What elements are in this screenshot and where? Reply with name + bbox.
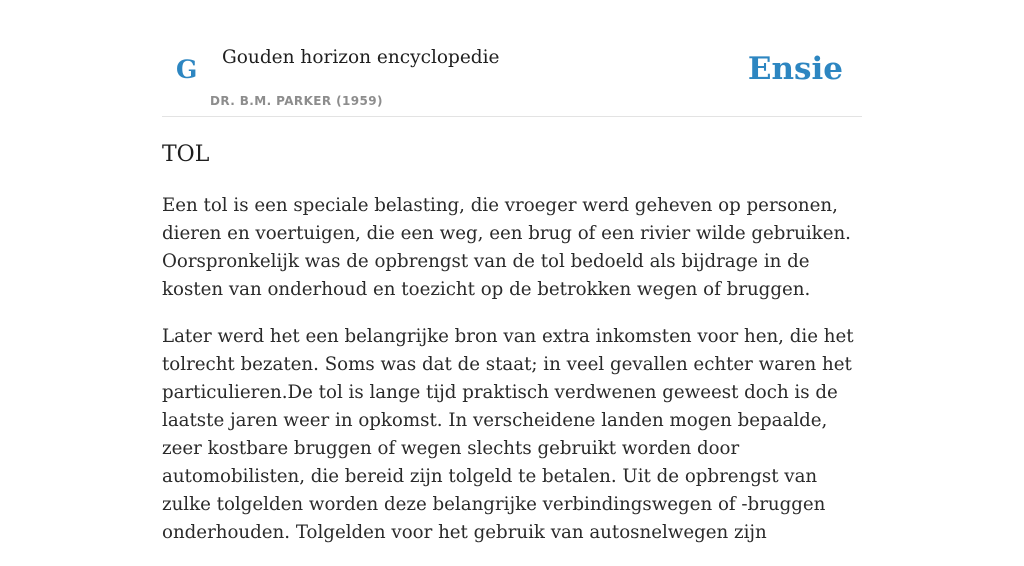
book-title: Gouden horizon encyclopedie bbox=[222, 47, 500, 68]
source-header bbox=[162, 0, 862, 117]
entry-body bbox=[162, 192, 862, 566]
book-author: DR. B.M. PARKER (1959) bbox=[210, 94, 383, 108]
source-logo-icon: G bbox=[176, 55, 198, 84]
entry-paragraph: Later werd het een belangrijke bron van extra inkomsten voor hen, die het tolrecht bezaten. Soms was dat de staat; in veel gevallen echter waren het particulieren.De tol is lange tijd praktisch verdwenen geweest doch is de laatste jaren weer in opkomst. In verscheidene landen mogen bepaalde, zeer kostbare bruggen of wegen slechts gebruikt worden door automobilisten, die bereid zijn tolgeld te betalen. Uit de opbrengst van zulke tolgelden worden deze belangrijke verbindingswegen of -bruggen onderhouden. Tolgelden voor het gebruik van autosnelwegen zijn bbox=[162, 326, 854, 543]
entry-title: TOL bbox=[162, 142, 210, 167]
entry-paragraph: Een tol is een speciale belasting, die vroeger werd geheven op personen, dieren en voertuigen, die een weg, een brug of een rivier wilde gebruiken. Oorspronkelijk was de opbrengst van de tol bedoeld als bijdrage in de kosten van onderhoud en toezicht op de betrokken wegen of bruggen. bbox=[162, 195, 851, 300]
ensie-brand-link[interactable]: Ensie bbox=[747, 51, 843, 87]
